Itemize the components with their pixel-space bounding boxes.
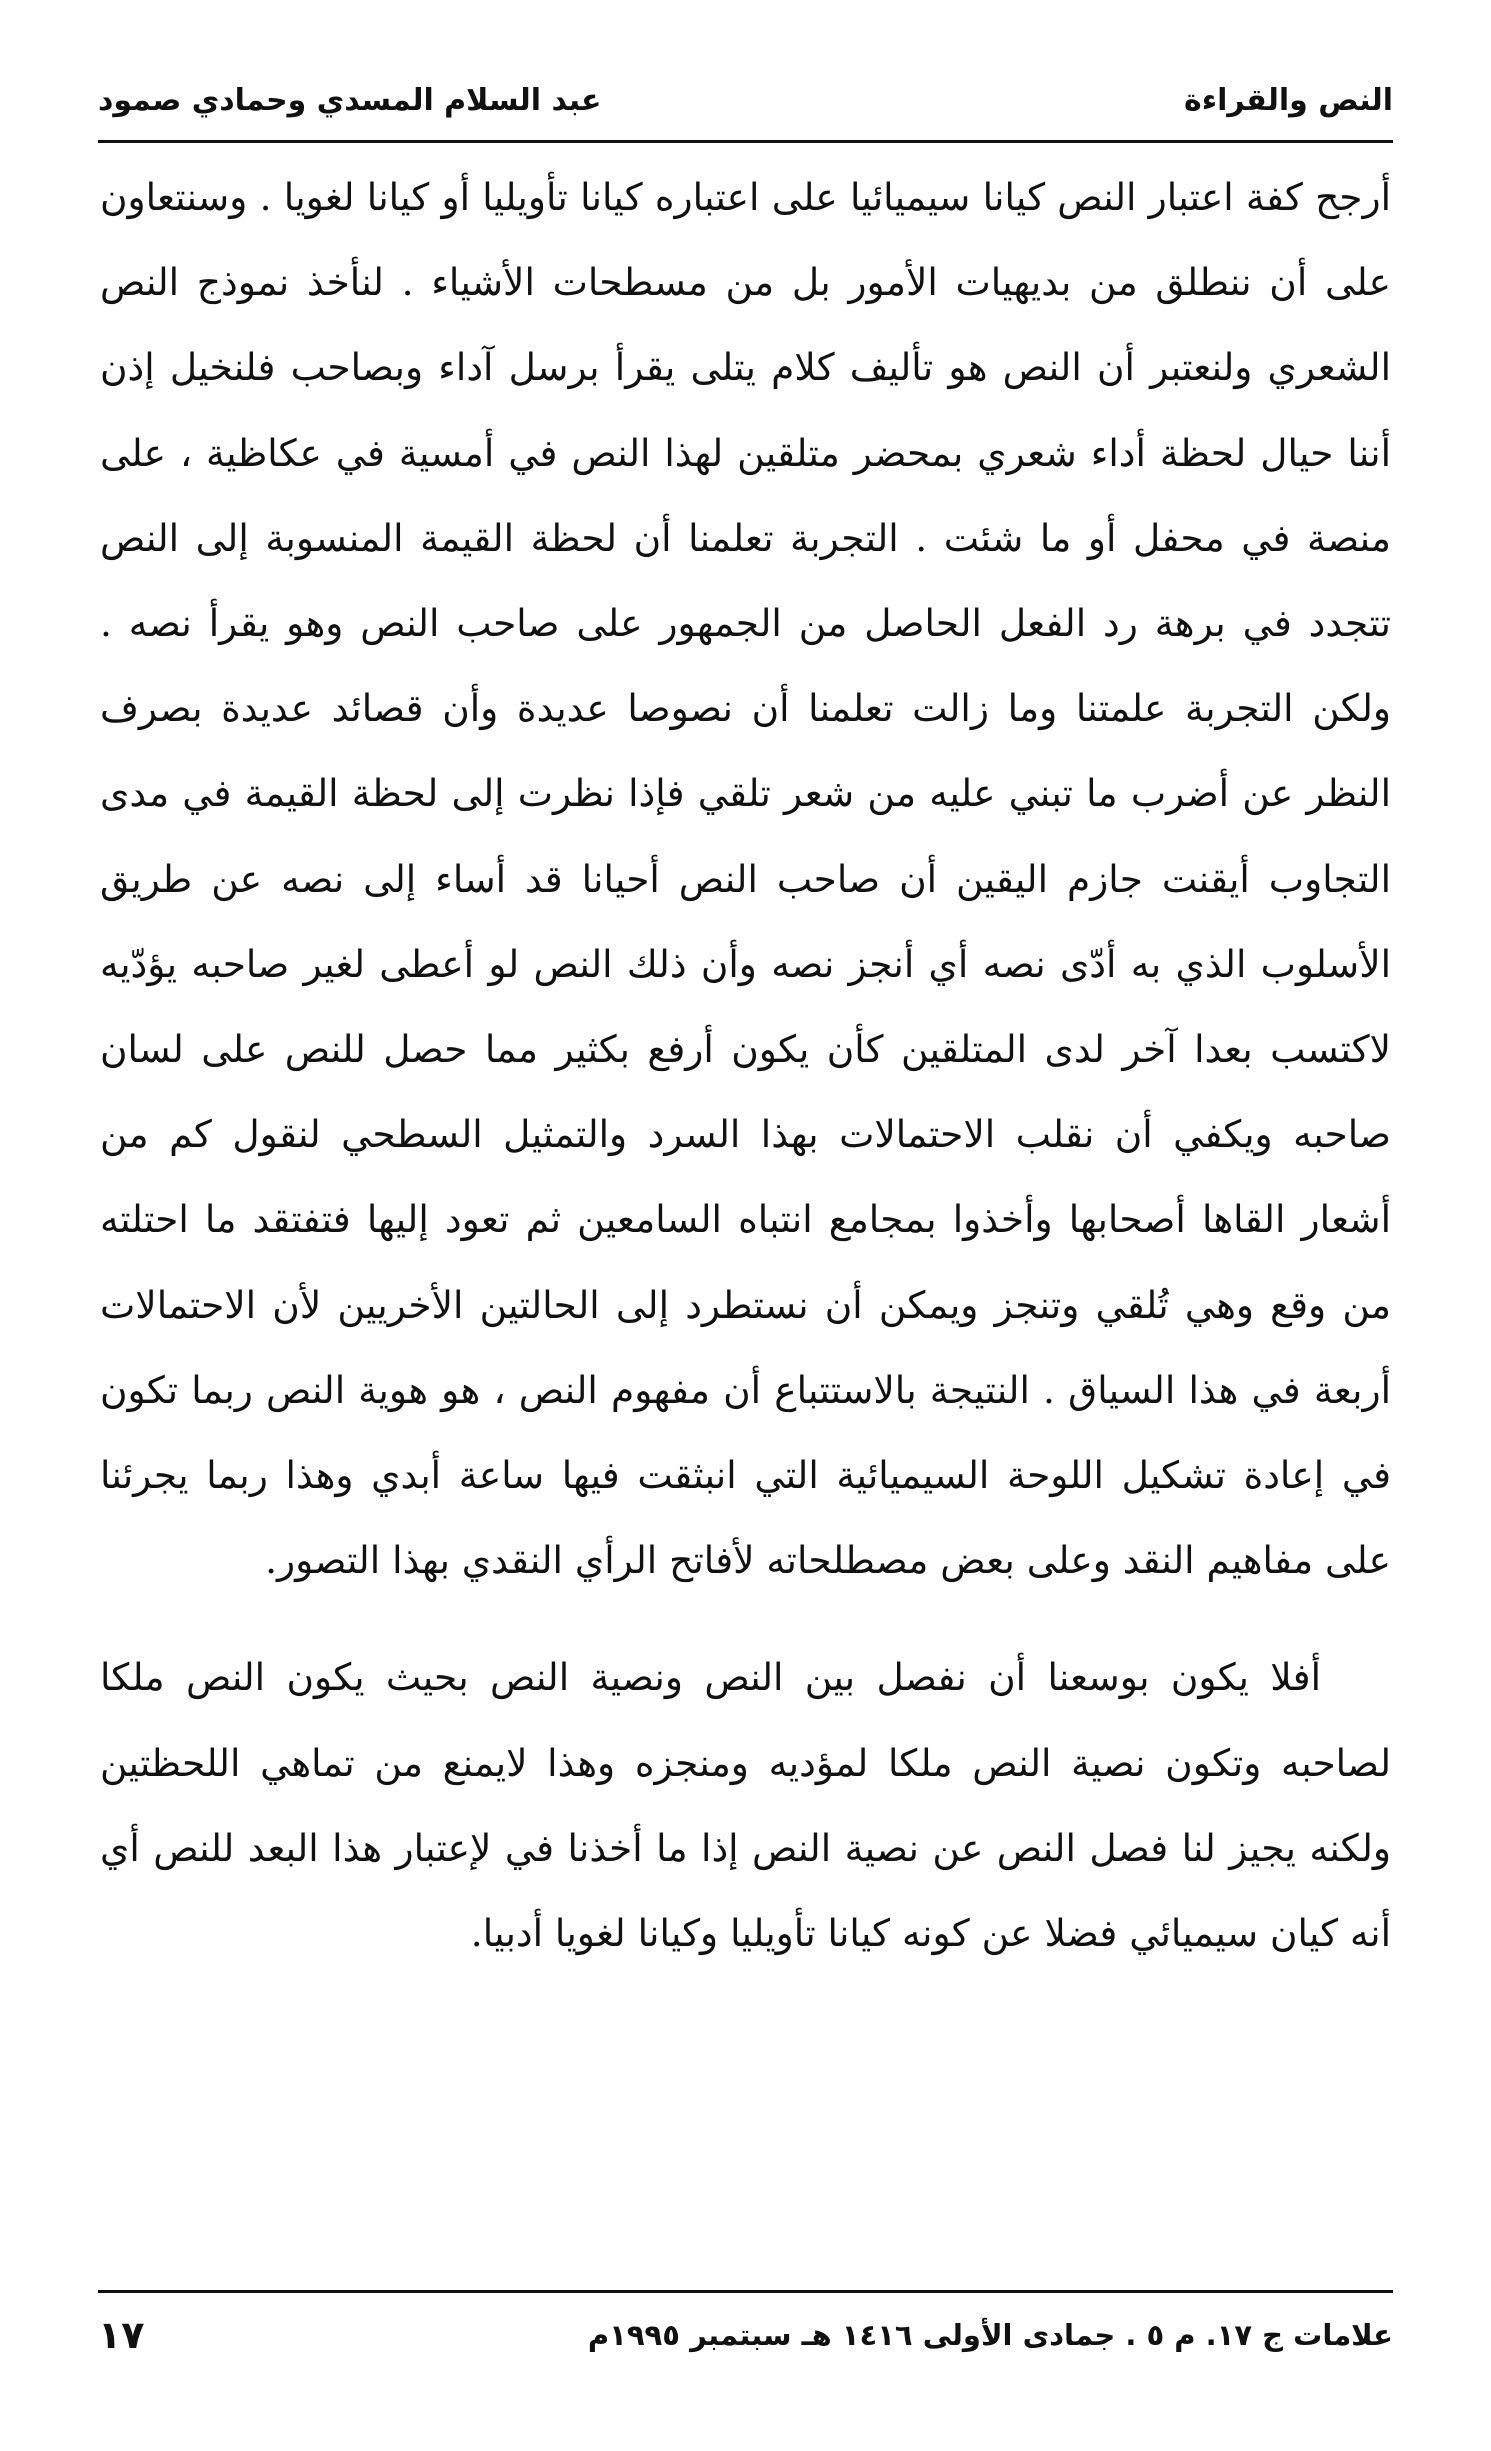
footer-rule: [98, 2290, 1393, 2293]
authors: عبد السلام المسدي وحمادي صمود: [98, 82, 602, 118]
section-title: النص والقراءة: [1184, 82, 1393, 118]
paragraph-2: أفلا يكون بوسعنا أن نفصل بين النص ونصية النص بحيث يكون النص ملكا لصاحبه وتكون نصية النص ملكا لمؤديه ومنجزه وهذا لايمنع من تماهي اللحظتين ولكنه يجيز لنا فصل النص عن نصية النص إذا ما أخذنا في لإعتبار هذا البعد للنص أي أنه كيان سيميائي فضلا عن كونه كيانا تأويليا وكيانا لغويا أدبيا.: [100, 1655, 1391, 1956]
journal-citation: علامات ج ١٧. م ٥ . جمادى الأولى ١٤١٦ هـ سبتمبر ١٩٩٥م: [587, 2318, 1393, 2352]
header-rule: [98, 140, 1393, 143]
running-head: [98, 70, 1393, 130]
footer: [98, 2305, 1393, 2365]
page-number: ١٧: [98, 2313, 145, 2357]
body-text: [100, 155, 1391, 1976]
paragraph-1: أرجح كفة اعتبار النص كيانا سيميائيا على اعتباره كيانا تأويليا أو كيانا لغويا . وسنتعاون على أن ننطلق من بديهيات الأمور بل من مسطحات الأشياء . لنأخذ نموذج النص الشعري ولنعتبر أن النص هو تأليف كلام يتلى يقرأ برسل آداء وبصاحب فلنخيل إذن أننا حيال لحظة أداء شعري بمحضر متلقين لهذا النص في أمسية في عكاظية ، على منصة في محفل أو ما شئت . التجربة تعلمنا أن لحظة القيمة المنسوبة إلى النص تتجدد في برهة رد الفعل الحاصل من الجمهور على صاحب النص وهو يقرأ نصه . ولكن التجربة علمتنا وما زالت تعلمنا أن نصوصا عديدة وأن قصائد عديدة بصرف النظر عن أضرب ما تبني عليه من شعر تلقي فإذا نظرت إلى لحظة القيمة في مدى التجاوب أيقنت جازم اليقين أن صاحب النص أحيانا قد أساء إلى نصه عن طريق الأسلوب الذي به أدّى نصه أي أنجز نصه وأن ذلك النص لو أعطى لغير صاحبه يؤدّيه لاكتسب بعدا آخر لدى المتلقين كأن يكون أرفع بكثير مما حصل للنص على لسان صاحبه ويكفي أن نقلب الاحتمالات بهذا السرد والتمثيل السطحي لنقول كم من أشعار القاها أصحابها وأخذوا بمجامع انتباه السامعين ثم تعود إليها فتفتقد ما احتلته من وقع وهي تُلقي وتنجز ويمكن أن نستطرد إلى الحالتين الأخريين لأن الاحتمالات أربعة في هذا السياق . النتيجة بالاستتباع أن مفهوم النص ، هو هوية النص ربما تكون في إعادة تشكيل اللوحة السيميائية التي انبثقت فيها ساعة أبدي وهذا ربما يجرئنا على مفاهيم النقد وعلى بعض مصطلحاته لأفاتح الرأي النقدي بهذا التصور.: [100, 175, 1391, 1583]
